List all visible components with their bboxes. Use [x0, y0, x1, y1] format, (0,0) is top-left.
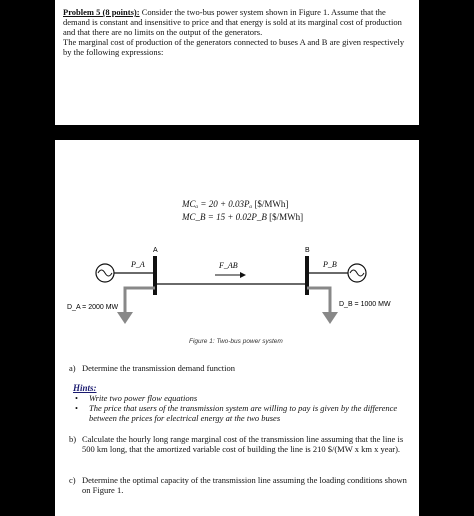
question-a-letter: a): [69, 363, 76, 373]
hint-text: Write two power flow equations: [89, 393, 198, 403]
marginal-cost-intro: The marginal cost of production of the generators connected to buses A and B are given respectively by the following expressions:: [63, 37, 405, 57]
question-c-text: Determine the optimal capacity of the transmission line assuming the loading conditions shown on Figure 1.: [82, 475, 407, 495]
bus-b-label: B: [305, 247, 310, 254]
question-b-letter: b): [69, 434, 77, 444]
hint-text: The price that users of the transmission system are willing to pay is given by the difference between the prices for electrical energy at the two buses: [89, 403, 398, 423]
question-b-text: Calculate the hourly long range marginal cost of the transmission line assuming that the line is 500 km long, that the amortized variable cost of building the line is 210 $/(MW x km x year).: [82, 434, 404, 454]
hint-item: [73, 393, 409, 403]
hint-item: [73, 403, 409, 423]
equation-mc-b-unit: [$/MWh]: [269, 212, 304, 222]
hint-list: [73, 393, 409, 423]
problem-statement-page: [55, 0, 419, 125]
demand-b-label: D_B = 1000 MW: [339, 301, 391, 308]
bullet-icon: •: [75, 403, 78, 413]
bus-a-label: A: [153, 247, 158, 254]
equation-mc-b: [182, 212, 303, 222]
two-bus-diagram: [55, 240, 419, 358]
pb-label: P_B: [323, 260, 337, 269]
equation-mc-a: [182, 199, 288, 209]
generator-a-icon: [96, 264, 155, 282]
hints-heading: Hints:: [73, 383, 97, 393]
bullet-icon: •: [75, 393, 78, 403]
figure-caption: Figure 1: Two-bus power system: [189, 338, 283, 345]
figure-and-questions-page: [55, 140, 419, 516]
problem-statement: [63, 7, 411, 57]
problem-intro: Consider the two-bus power system shown in Figure 1. Assume that the demand is constant and insensitive to price and that energy is sold at its marginal cost of production and that there are no limits on the output of the generators.: [63, 7, 402, 37]
load-a-arrow-icon: [117, 288, 155, 324]
demand-a-label: D_A = 2000 MW: [67, 304, 119, 311]
question-c-letter: c): [69, 475, 76, 485]
equation-mc-b-expr: MC_B = 15 + 0.02P_B: [182, 212, 267, 222]
load-b-arrow-icon: [307, 288, 338, 324]
equation-mc-a-unit: [$/MWh]: [254, 199, 289, 209]
flow-label: F_AB: [219, 261, 238, 270]
equation-mc-a-expr: MCₐ = 20 + 0.03Pₐ: [182, 199, 253, 209]
problem-heading: Problem 5 (8 points):: [63, 7, 140, 17]
pa-label: P_A: [131, 260, 145, 269]
question-a-text: Determine the transmission demand function: [82, 363, 235, 373]
